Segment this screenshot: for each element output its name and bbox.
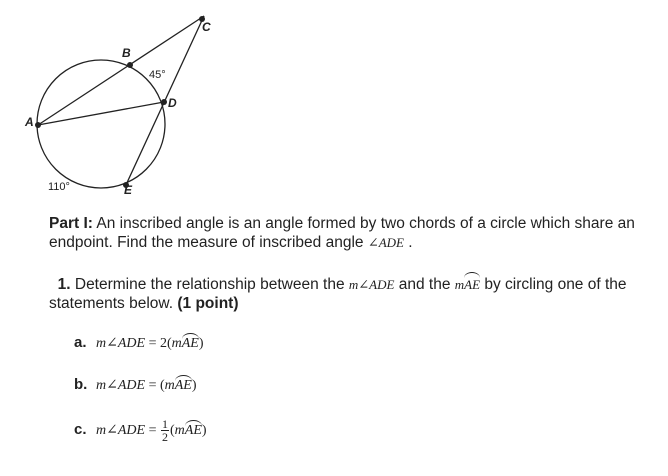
arc-label-110: 110° [48, 181, 70, 193]
option-c-expression: m∠ADE = $\frac{1}{2}$ (mAE) [96, 417, 207, 444]
part1-angle: ∠ADE [367, 235, 404, 250]
option-c[interactable] [74, 418, 207, 443]
part1-heading: Part I: [49, 215, 93, 232]
question-1-text-after: by circling one of the statements below. [49, 276, 627, 312]
option-a-letter: a. [74, 334, 87, 351]
angle-label-45: 45° [149, 69, 166, 81]
point-d [161, 99, 167, 105]
label-a: A [25, 115, 34, 129]
fraction-one-half: $\frac{1}{2}$ [161, 417, 168, 444]
option-a[interactable] [74, 333, 204, 352]
circle [37, 60, 165, 188]
option-b[interactable] [74, 375, 197, 394]
option-a-expression: m∠ADE = 2(mAE) [96, 336, 204, 351]
question-1-number: 1. [57, 276, 71, 293]
question-1-expr2: mAE [455, 277, 480, 292]
option-c-letter: c. [74, 420, 87, 438]
label-d: D [168, 96, 177, 110]
point-a [35, 122, 41, 128]
part1-end: . [403, 234, 413, 251]
question-1-points: (1 point) [177, 295, 239, 312]
part1-text: An inscribed angle is an angle formed by two chords of a circle which share an endpoint. Find the measure of inscribed angle [49, 215, 635, 251]
label-c: C [202, 20, 211, 34]
part1-paragraph [49, 214, 659, 252]
question-1 [49, 272, 659, 313]
option-b-letter: b. [74, 376, 88, 393]
question-1-expr1: m∠ADE [348, 277, 395, 292]
option-b-expression: m∠ADE = (mAE) [96, 378, 197, 393]
label-b: B [122, 46, 131, 60]
arc-ae: AE [464, 272, 480, 294]
chord-a-d [38, 102, 164, 125]
question-1-text-before: Determine the relationship between the [70, 276, 349, 293]
question-1-text-mid: and the [394, 276, 455, 293]
circle-diagram [0, 0, 240, 205]
point-b [127, 62, 133, 68]
label-e: E [124, 183, 133, 197]
